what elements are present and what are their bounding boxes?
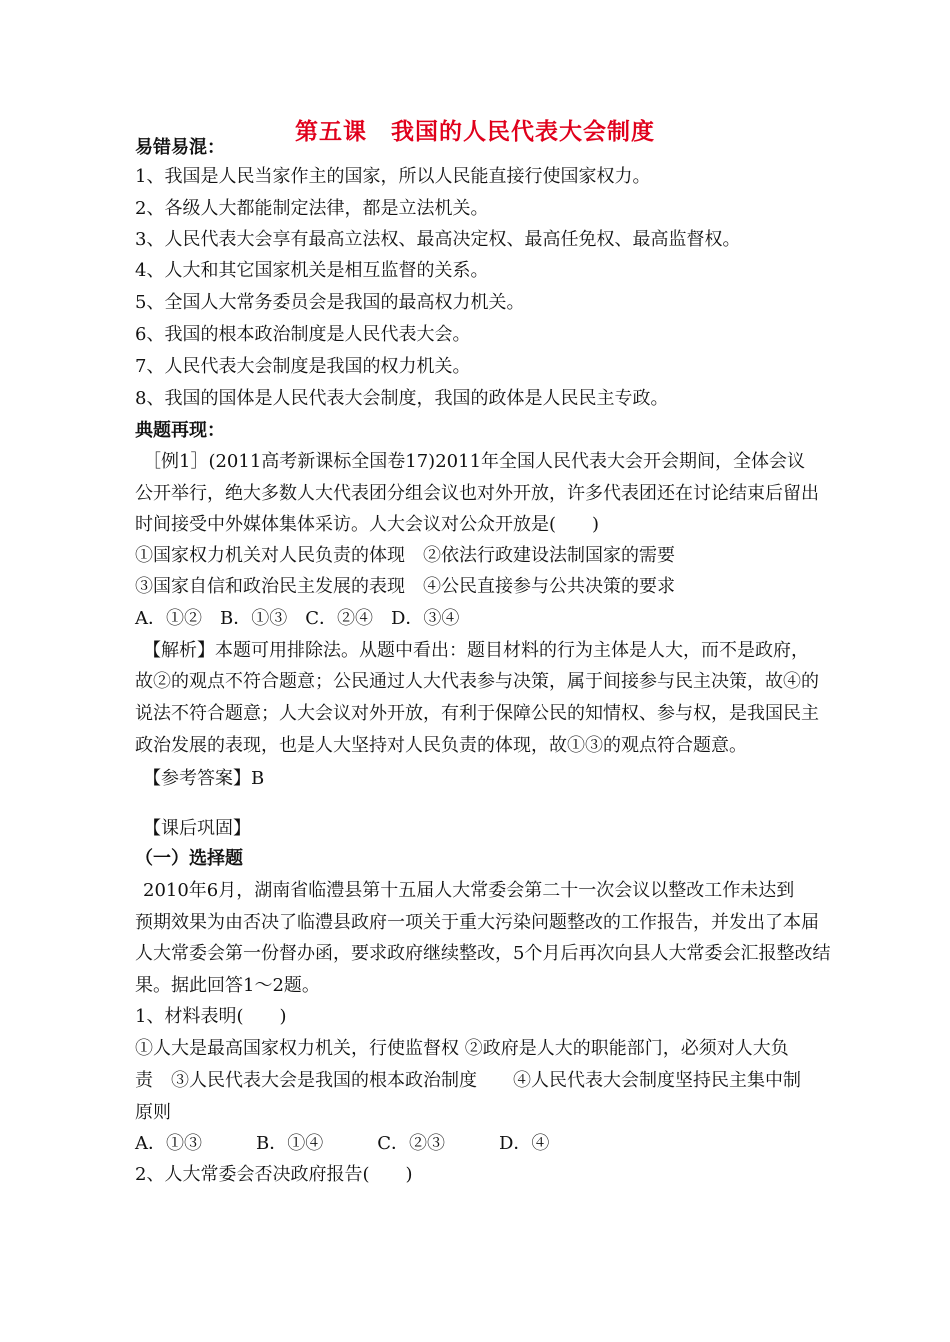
- section-heading: 典题再现：: [135, 420, 225, 441]
- text-line: ③国家自信和政治民主发展的表现 ④公民直接参与公共决策的要求: [135, 576, 675, 597]
- text-line: 8、我国的国体是人民代表大会制度，我国的政体是人民民主专政。: [135, 388, 669, 409]
- page-title: 第五课 我国的人民代表大会制度: [295, 119, 655, 145]
- text-line: 6、我国的根本政治制度是人民代表大会。: [135, 324, 471, 345]
- text-line: ①国家权力机关对人民负责的体现 ②依法行政建设法制国家的需要: [135, 545, 675, 566]
- text-line: 预期效果为由否决了临澧县政府一项关于重大污染问题整改的工作报告，并发出了本届: [135, 912, 819, 933]
- text-line: 果。据此回答1～2题。: [135, 975, 320, 996]
- text-line: 原则: [135, 1102, 171, 1123]
- text-line: 故②的观点不符合题意；公民通过人大代表参与决策，属于间接参与民主决策，故④的: [135, 671, 819, 692]
- text-line: 【解析】本题可用排除法。从题中看出：题目材料的行为主体是人大，而不是政府，: [143, 640, 809, 661]
- text-line: ①人大是最高国家权力机关，行使监督权 ②政府是人大的职能部门，必须对人大负: [135, 1038, 789, 1059]
- text-line: 4、人大和其它国家机关是相互监督的关系。: [135, 260, 489, 281]
- text-line: 3、人民代表大会享有最高立法权、最高决定权、最高任免权、最高监督权。: [135, 229, 741, 250]
- text-line: 公开举行，绝大多数人大代表团分组会议也对外开放，许多代表团还在讨论结束后留出: [135, 483, 819, 504]
- text-line: 【课后巩固】: [143, 818, 251, 839]
- text-line: A．①③ B．①④ C．②③ D．④: [135, 1133, 550, 1154]
- text-line: 1、我国是人民当家作主的国家，所以人民能直接行使国家权力。: [135, 166, 651, 187]
- text-line: 1、材料表明( ): [135, 1006, 287, 1027]
- text-line: ［例1］(2011高考新课标全国卷17)2011年全国人民代表大会开会期间，全体会议: [143, 451, 806, 472]
- text-line: 【参考答案】B: [143, 768, 265, 789]
- text-line: 2、人大常委会否决政府报告( ): [135, 1164, 413, 1185]
- text-line: 说法不符合题意；人大会议对外开放，有利于保障公民的知情权、参与权，是我国民主: [135, 703, 819, 724]
- text-line: 5、全国人大常务委员会是我国的最高权力机关。: [135, 292, 525, 313]
- section-heading: （一）选择题: [135, 848, 243, 869]
- text-line: 责 ③人民代表大会是我国的根本政治制度 ④人民代表大会制度坚持民主集中制: [135, 1070, 801, 1091]
- text-line: 2010年6月，湖南省临澧县第十五届人大常委会第二十一次会议以整改工作未达到: [143, 880, 795, 901]
- text-line: A．①② B．①③ C．②④ D．③④: [135, 608, 460, 629]
- section-heading: 易错易混：: [135, 137, 225, 158]
- text-line: 2、各级人大都能制定法律，都是立法机关。: [135, 198, 489, 219]
- text-line: 人大常委会第一份督办函，要求政府继续整改，5个月后再次向县人大常委会汇报整改结: [135, 943, 831, 964]
- text-line: 7、人民代表大会制度是我国的权力机关。: [135, 356, 471, 377]
- text-line: 时间接受中外媒体集体采访。人大会议对公众开放是( ): [135, 514, 600, 535]
- text-line: 政治发展的表现，也是人大坚持对人民负责的体现，故①③的观点符合题意。: [135, 735, 747, 756]
